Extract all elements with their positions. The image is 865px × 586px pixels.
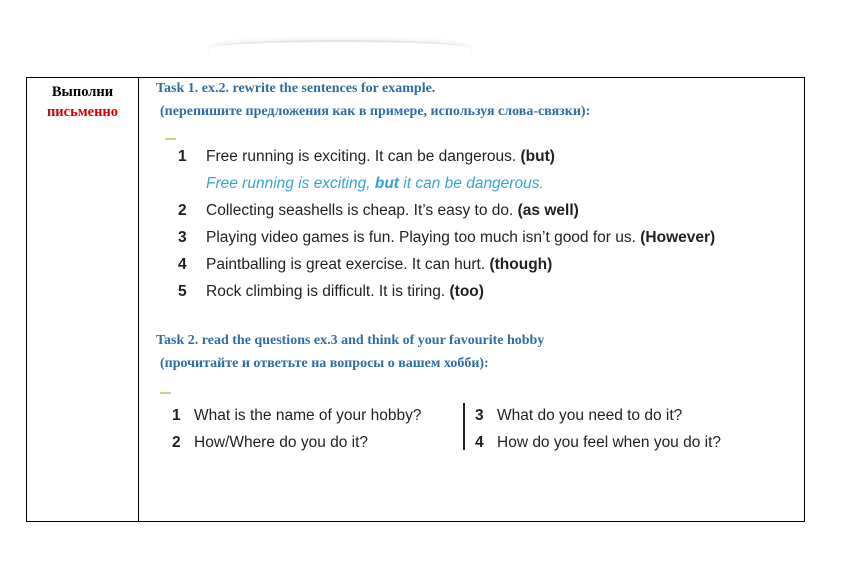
column-divider <box>463 403 465 450</box>
task1-item-2 <box>178 202 579 220</box>
instruction-line-1: Выполни <box>51 84 114 100</box>
example-part-1: Free running is exciting, <box>206 175 371 192</box>
task2-subtitle: (прочитайте и ответьте на вопросы о вашем хобби): <box>160 356 489 371</box>
question-text: What do you need to do it? <box>497 407 683 424</box>
item-number: 3 <box>178 229 187 246</box>
question-number: 1 <box>172 407 181 424</box>
item-number: 1 <box>178 148 187 165</box>
task1-item-3 <box>178 229 715 247</box>
task1-example <box>206 175 544 193</box>
item-text: Free running is exciting. It can be dangerous. <box>206 148 517 165</box>
task2-title: Task 2. read the questions ex.3 and think of your favourite hobby <box>156 333 545 348</box>
task1-item-4 <box>178 256 552 274</box>
question-number: 4 <box>475 434 484 451</box>
question-text: How do you feel when you do it? <box>497 434 722 451</box>
question-text: How/Where do you do it? <box>194 434 369 451</box>
item-number: 2 <box>178 202 187 219</box>
task2-question-3 <box>475 407 682 425</box>
task2-question-1 <box>172 407 421 425</box>
question-text: What is the name of your hobby? <box>194 407 422 424</box>
task1-subtitle: (перепишите предложения как в примере, используя слова-связки): <box>160 104 591 119</box>
page-edge-shadow <box>210 40 470 56</box>
example-part-2: it can be dangerous. <box>403 175 544 192</box>
item-connector: (but) <box>520 148 555 165</box>
task2-question-4 <box>475 434 721 452</box>
item-connector: (as well) <box>517 202 579 219</box>
item-connector: (too) <box>449 283 484 300</box>
item-connector: (though) <box>489 256 553 273</box>
example-connector: but <box>374 175 399 192</box>
task1-title: Task 1. ex.2. rewrite the sentences for example. <box>156 81 436 96</box>
task1-item-5 <box>178 283 484 301</box>
task2-dash-mark <box>160 392 171 394</box>
question-number: 3 <box>475 407 484 424</box>
item-number: 4 <box>178 256 187 273</box>
item-number: 5 <box>178 283 187 300</box>
task1-dash-mark <box>165 138 176 140</box>
item-text: Collecting seashells is cheap. It’s easy to do. <box>206 202 514 219</box>
item-connector: (However) <box>640 229 716 246</box>
item-text: Playing video games is fun. Playing too much isn’t good for us. <box>206 229 636 246</box>
item-text: Paintballing is great exercise. It can hurt. <box>206 256 486 273</box>
task1-item-1 <box>178 148 555 166</box>
instruction-line-2: письменно <box>46 104 119 120</box>
item-text: Rock climbing is difficult. It is tiring. <box>206 283 446 300</box>
question-number: 2 <box>172 434 181 451</box>
instruction-cell <box>27 78 139 521</box>
task2-question-2 <box>172 434 368 452</box>
